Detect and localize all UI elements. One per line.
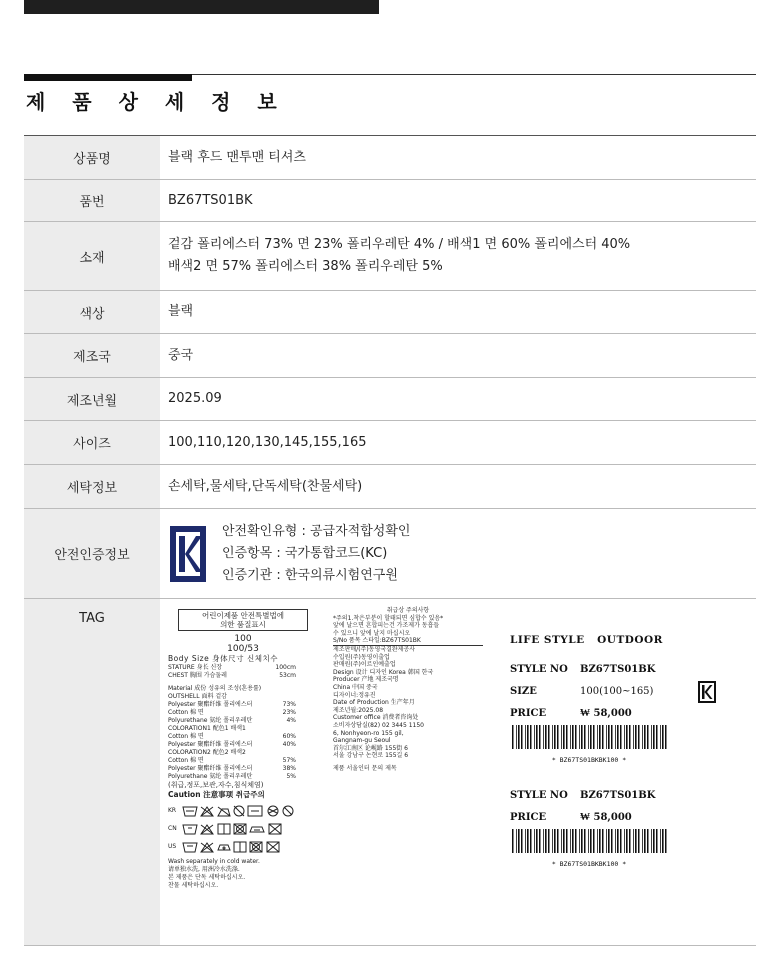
care-symbols-icon bbox=[181, 804, 296, 818]
import-info-line: Producer 产地 제조국명 bbox=[333, 676, 399, 684]
page-title: 제 품 상 세 정 보 bbox=[26, 90, 287, 114]
composition-fiber: Cotton 棉 면 bbox=[168, 757, 204, 764]
spec-label: TAG bbox=[24, 599, 160, 946]
spec-row-certification bbox=[24, 509, 756, 599]
spec-value: 100,110,120,130,145,155,165 bbox=[160, 421, 756, 465]
composition-row bbox=[168, 741, 318, 749]
composition-row bbox=[168, 717, 318, 725]
spec-label: 사이즈 bbox=[24, 421, 160, 465]
spec-label: 안전인증정보 bbox=[24, 509, 160, 599]
care-label-body-size: Body Size 身体尺寸 신체치수 bbox=[168, 654, 278, 663]
composition-fiber: Cotton 棉 면 bbox=[168, 733, 204, 740]
spec-label: 품번 bbox=[24, 180, 160, 222]
import-info-line: *주의1.착은부분이 할태되면 심합수 있음* bbox=[333, 614, 444, 622]
care-label-size-sub: 100/53 bbox=[227, 644, 259, 654]
price-tag-kc-icon bbox=[698, 681, 716, 703]
spec-row-color bbox=[24, 291, 756, 334]
composition-percent: 60% bbox=[282, 733, 296, 740]
care-label-note: (취급,정포,보관,자수,침식체염) bbox=[168, 781, 264, 789]
composition-percent: 38% bbox=[282, 765, 296, 772]
import-info-line: 首尔江南区 论岘路 155街 6 bbox=[333, 744, 408, 752]
import-info-line: 제조년월:2025.08 bbox=[333, 706, 384, 714]
price-value: ₩ 58,000 bbox=[580, 708, 632, 719]
import-info-line: 판매원(주)이르인예출업 bbox=[333, 661, 396, 669]
style-no-label: STYLE NO bbox=[510, 790, 568, 801]
style-no-value: BZ67TS01BK bbox=[580, 664, 656, 675]
spec-label: 세탁정보 bbox=[24, 465, 160, 509]
price-tag-header: LIFE STYLE OUTDOOR bbox=[510, 634, 663, 646]
stature-value: 100cm bbox=[275, 664, 296, 671]
title-accent-bar bbox=[24, 74, 192, 81]
import-info-line: Design 设计 디자인 Korea 韩国 한국 bbox=[333, 668, 434, 676]
spec-row-origin bbox=[24, 334, 756, 378]
care-symbols-icon bbox=[181, 822, 296, 836]
composition-row bbox=[168, 725, 318, 733]
barcode-text: * BZ67TS01BKBK100 * bbox=[551, 756, 627, 764]
wash-line: Wash separately in cold water. bbox=[168, 858, 260, 865]
care-label-stature bbox=[168, 664, 318, 672]
import-info-line: 6, Nonhyeon-ro 155 gil, bbox=[333, 729, 404, 737]
wash-line: 본 제품은 단독 세탁하십시오. bbox=[168, 874, 246, 881]
material-line-1: 겉감 폴리에스터 73% 면 23% 폴리우레탄 4% / 배색1 면 60% 폴리에스터 40% bbox=[168, 237, 631, 252]
chest-value: 53cm bbox=[279, 672, 296, 679]
barcode-image bbox=[510, 725, 668, 749]
import-info-label bbox=[333, 607, 483, 827]
spec-label: 제조년월 bbox=[24, 378, 160, 421]
import-info-line: 수 있으니 앞에 날지 마십시오 bbox=[333, 629, 411, 637]
price-tag-size-row bbox=[510, 681, 690, 703]
care-symbols-icon bbox=[181, 840, 296, 854]
import-info-line: 서울 강남구 논현로 155길 6 bbox=[333, 752, 409, 760]
composition-fiber: Polyurethane 氨纶 폴리우레탄 bbox=[168, 717, 253, 724]
import-info-line: Date of Production 生产年月 bbox=[333, 699, 415, 707]
material-line-2: 배색2 면 57% 폴리에스터 38% 폴리우레탄 5% bbox=[168, 259, 443, 274]
price-tag-style-row bbox=[510, 659, 690, 681]
stature-label: STATURE 身长 신장 bbox=[168, 664, 223, 671]
barcode-image bbox=[510, 829, 668, 853]
import-info-line: S/No 품목 스타일:BZ67TS01BK bbox=[333, 637, 483, 646]
care-label-chest bbox=[168, 672, 318, 680]
care-symbols-kr bbox=[168, 804, 318, 818]
kc-mark-icon bbox=[168, 524, 208, 584]
import-info-line: 앞에 날으면 흔합피는건 가조제가 동흡들 bbox=[333, 622, 440, 630]
composition-row bbox=[168, 749, 318, 757]
composition-fiber: COLORATION2 配色2 배색2 bbox=[168, 749, 246, 756]
care-symbols-us bbox=[168, 840, 318, 854]
composition-fiber: Polyester 聚酯纤维 폴리에스터 bbox=[168, 701, 253, 708]
care-label-outshell: OUTSHELL 面料 겉감 bbox=[168, 693, 227, 700]
care-symbols-cn bbox=[168, 822, 318, 836]
price-tag-price-row-2 bbox=[510, 807, 690, 829]
spec-value bbox=[160, 599, 756, 946]
spec-label: 상품명 bbox=[24, 136, 160, 180]
spec-value: 블랙 bbox=[160, 291, 756, 334]
price-tag-style-row-2 bbox=[510, 785, 690, 807]
price-tag-price-row bbox=[510, 703, 690, 725]
care-label-size: 100 bbox=[234, 634, 252, 644]
composition-percent: 23% bbox=[282, 709, 296, 716]
barcode-text: * BZ67TS01BKBK100 * bbox=[551, 860, 627, 868]
composition-percent: 73% bbox=[282, 701, 296, 708]
import-info-line: Customer office 消费者咨询处 bbox=[333, 714, 419, 722]
composition-list bbox=[168, 701, 318, 781]
chest-label: CHEST 胸围 가슴둘레 bbox=[168, 672, 227, 679]
import-info-line: China 中国 중국 bbox=[333, 683, 378, 691]
composition-fiber: Polyurethane 氨纶 폴리우레탄 bbox=[168, 773, 253, 780]
cert-type: 안전확인유형 : 공급자적합성확인 bbox=[222, 523, 411, 539]
import-info-line: 소비자상담실(82) 02 3445 1150 bbox=[333, 721, 424, 729]
spec-value: 손세탁,물세탁,단독세탁(찬물세탁) bbox=[160, 465, 756, 509]
composition-row bbox=[168, 701, 318, 709]
spec-row-care bbox=[24, 465, 756, 509]
import-info-line: Gangnam-gu Seoul bbox=[333, 737, 391, 745]
product-spec-table bbox=[24, 135, 756, 946]
composition-row bbox=[168, 773, 318, 781]
style-no-label: STYLE NO bbox=[510, 664, 568, 675]
spec-value: 2025.09 bbox=[160, 378, 756, 421]
spec-value bbox=[160, 222, 756, 291]
spec-value: 블랙 후드 맨투맨 티셔츠 bbox=[160, 136, 756, 180]
composition-row bbox=[168, 757, 318, 765]
cert-item: 인증항목 : 국가통합코드(KC) bbox=[222, 545, 388, 561]
composition-fiber: COLORATION1 配色1 배색1 bbox=[168, 725, 246, 732]
style-no-value: BZ67TS01BK bbox=[580, 790, 656, 801]
spec-value: 중국 bbox=[160, 334, 756, 378]
spec-row-sku bbox=[24, 180, 756, 222]
care-label-material-title: Material 成份 성유의 조성(혼용률) bbox=[168, 685, 262, 692]
spec-value bbox=[160, 509, 756, 599]
price-label: PRICE bbox=[510, 708, 547, 719]
price-label: PRICE bbox=[510, 812, 547, 823]
composition-row bbox=[168, 709, 318, 717]
tag-images bbox=[168, 599, 756, 944]
size-value: 100(100~165) bbox=[580, 686, 654, 697]
cert-agency: 인증기관 : 한국의류시험연구원 bbox=[222, 567, 398, 583]
composition-fiber: Cotton 棉 면 bbox=[168, 709, 204, 716]
import-info-line: 취급상 주의사항 bbox=[386, 607, 430, 614]
top-banner-strip bbox=[24, 0, 379, 14]
care-label bbox=[168, 609, 318, 939]
spec-label: 제조국 bbox=[24, 334, 160, 378]
care-code: CN bbox=[168, 825, 177, 832]
composition-row bbox=[168, 765, 318, 773]
wash-line: 请单独水洗, 用洲冷水洗涤. bbox=[168, 866, 240, 873]
wash-line: 찬물 세탁하십시오. bbox=[168, 882, 219, 889]
composition-percent: 5% bbox=[286, 773, 296, 780]
spec-value: BZ67TS01BK bbox=[160, 180, 756, 222]
import-info-line: 디자이너:정유진 bbox=[333, 691, 376, 699]
composition-percent: 4% bbox=[286, 717, 296, 724]
spec-row-product-name bbox=[24, 136, 756, 180]
spec-label: 색상 bbox=[24, 291, 160, 334]
spec-label: 소재 bbox=[24, 222, 160, 291]
composition-fiber: Polyester 聚酯纤维 폴리에스터 bbox=[168, 765, 253, 772]
care-label-header: 어린이제품 안전특별법에 의한 품질표시 bbox=[178, 609, 308, 631]
spec-row-tag bbox=[24, 599, 756, 946]
spec-row-material bbox=[24, 222, 756, 291]
spec-row-sizes bbox=[24, 421, 756, 465]
size-label: SIZE bbox=[510, 686, 537, 697]
composition-percent: 40% bbox=[282, 741, 296, 748]
price-value: ₩ 58,000 bbox=[580, 812, 632, 823]
care-code: KR bbox=[168, 807, 177, 814]
spec-row-made-date bbox=[24, 378, 756, 421]
composition-fiber: Polyester 聚酯纤维 폴리에스터 bbox=[168, 741, 253, 748]
import-info-line: 제품 서울인터 문의 제목 bbox=[333, 764, 397, 772]
composition-percent: 57% bbox=[282, 757, 296, 764]
composition-row bbox=[168, 733, 318, 741]
care-label-caution: Caution 注意事项 취급주의 bbox=[168, 790, 265, 799]
import-info-line: 제조판매/(주)동영국결완제공사 bbox=[333, 645, 416, 653]
care-code: US bbox=[168, 843, 177, 850]
import-info-line: 수입원(주)동영이출업 bbox=[333, 653, 390, 661]
price-tag bbox=[510, 629, 690, 875]
